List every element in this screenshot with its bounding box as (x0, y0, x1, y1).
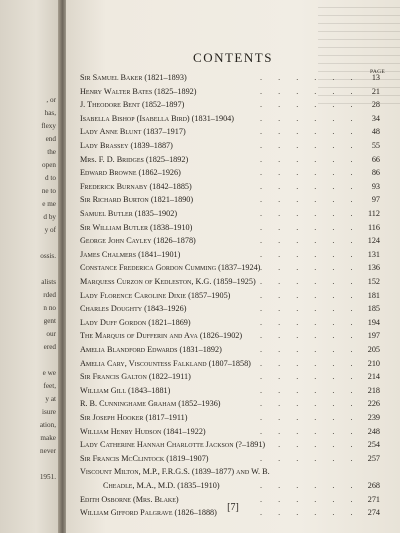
facing-page-fragment: d to (45, 174, 56, 182)
leader-dots: . . . . . . (260, 181, 360, 191)
entry-title: Charles Doughty (1843–1926) (80, 304, 187, 314)
entry-page-number: 274 (367, 508, 380, 518)
facing-page-fragment: alists (41, 278, 56, 286)
contents-entry (80, 236, 380, 248)
entry-page-number: 34 (371, 113, 380, 123)
contents-entry (80, 481, 380, 493)
leader-dots: . . . . . . (260, 290, 360, 300)
leader-dots: . . . . . . (260, 304, 360, 314)
entry-title: R. B. Cunninghame Graham (1852–1936) (80, 399, 221, 409)
facing-page-fragment: n no (43, 304, 56, 312)
entry-title: Constance Frederica Gordon Cumming (1837–1924) (80, 263, 261, 273)
leader-dots: . . . . . . (260, 113, 360, 123)
page-column-label: PAGE (370, 69, 386, 75)
facing-page-fragment: d by (43, 213, 56, 221)
facing-page-fragment: ered (43, 343, 56, 351)
contents-entry (80, 427, 380, 439)
entry-page-number: 55 (371, 141, 380, 150)
entry-page-number: 136 (367, 263, 380, 273)
entry-title: Lady Catherine Hannah Charlotte Jackson (?–1891) (80, 440, 266, 450)
contents-entry (80, 291, 380, 303)
entry-title: The Marquis of Dufferin and Ava (1826–1902) (80, 331, 243, 341)
facing-page-fragment: has, (44, 109, 56, 117)
entry-title: Sir Samuel Baker (1821–1893) (80, 73, 187, 82)
entry-page-number: 218 (367, 385, 380, 395)
facing-page-fragment: ation, (39, 421, 56, 429)
contents-entry (80, 182, 380, 194)
entry-title: Henry Walter Bates (1825–1892) (80, 86, 197, 96)
contents-entry (80, 399, 380, 411)
leader-dots: . . . . . . (260, 263, 360, 273)
entry-page-number: 48 (371, 127, 380, 137)
contents-entry (80, 331, 380, 343)
facing-page-fragment: isure (42, 408, 56, 416)
leader-dots: . . . . . . (260, 508, 360, 518)
entry-title: Viscount Milton, M.P., F.R.G.S. (1839–1877) and W. B. (80, 467, 270, 477)
leader-dots: . . . . . . (260, 195, 360, 205)
facing-page-fragment: feet, (43, 382, 56, 390)
contents-entry (80, 223, 380, 235)
entry-title: J. Theodore Bent (1852–1897) (80, 100, 185, 110)
entry-page-number: 152 (367, 277, 380, 286)
leader-dots: . . . . . . (260, 372, 360, 382)
facing-page-fragment: gent (43, 317, 56, 325)
entry-page-number: 268 (367, 481, 380, 490)
facing-page-fragment: , or (46, 96, 56, 104)
entry-title: Isabella Bishop (Isabella Bird) (1831–1904) (80, 113, 234, 123)
facing-page-fragment: make (40, 434, 56, 442)
entry-page-number: 210 (367, 358, 380, 368)
leader-dots: . . . . . . (260, 345, 360, 354)
entry-page-number: 112 (368, 209, 380, 218)
facing-page-fragment: open (42, 161, 56, 169)
entry-title: Mrs. F. D. Bridges (1825–1892) (80, 154, 189, 164)
contents-entry (80, 318, 380, 330)
entry-page-number: 239 (367, 413, 380, 422)
leader-dots: . . . . . . (260, 317, 360, 327)
entry-title: Samuel Butler (1835–1902) (80, 209, 178, 218)
leader-dots: . . . . . . (260, 481, 360, 490)
contents-entry (80, 413, 380, 425)
leader-dots: . . . . . . (260, 100, 360, 110)
leader-dots: . . . . . . (260, 331, 360, 341)
facing-page-fragment: rded (43, 291, 56, 299)
leader-dots: . . . . . . (260, 236, 360, 246)
facing-page-fragment: our (46, 330, 56, 338)
entry-title: Sir Francis Galton (1822–1911) (80, 372, 191, 382)
facing-page-fragment: 1951. (39, 473, 56, 481)
facing-page-fragment: ossis. (40, 252, 56, 260)
entry-title: Amelia Cary, Viscountess Falkland (1807–1858) (80, 358, 251, 368)
leader-dots: . . . . . . (260, 453, 360, 463)
leader-dots: . . . . . . (260, 399, 360, 409)
entry-title: Sir Francis McClintock (1819–1907) (80, 453, 209, 463)
page-folio: [7] (227, 502, 239, 513)
entry-title: Lady Anne Blunt (1837–1917) (80, 127, 186, 137)
leader-dots: . . . . . . (260, 249, 360, 259)
entry-page-number: 97 (371, 195, 380, 205)
contents-entry (80, 277, 380, 289)
entry-title: Marquess Curzon of Kedleston, K.G. (1859–1925) (80, 277, 256, 286)
contents-entry (80, 87, 380, 99)
entry-page-number: 271 (367, 494, 380, 504)
page-title: CONTENTS (193, 50, 273, 65)
leader-dots: . . . . . . (260, 426, 360, 436)
contents-entry (80, 114, 380, 126)
entry-title: William Gill (1843–1881) (80, 385, 171, 395)
entry-page-number: 28 (371, 100, 380, 110)
leader-dots: . . . . . . (260, 154, 360, 164)
leader-dots: . . . . . . (260, 413, 360, 422)
entry-page-number: 205 (367, 345, 380, 354)
facing-page-fragment: ne to (41, 187, 56, 195)
entry-title: Sir Richard Burton (1821–1890) (80, 195, 194, 205)
contents-entry (80, 467, 380, 479)
contents-entry (80, 263, 380, 275)
entry-page-number: 248 (367, 426, 380, 436)
entry-title: Frederick Burnaby (1842–1885) (80, 181, 192, 191)
leader-dots: . . . . . . (260, 127, 360, 137)
leader-dots: . . . . . . (260, 440, 360, 450)
facing-page-fragment: never (40, 447, 56, 455)
contents-entry (80, 100, 380, 112)
contents-entry (80, 209, 380, 221)
entry-title: Edward Browne (1862–1926) (80, 168, 181, 178)
leader-dots: . . . . . . (260, 222, 360, 232)
entry-page-number: 257 (367, 453, 380, 463)
contents-entry (80, 141, 380, 153)
contents-entry (80, 195, 380, 207)
entry-page-number: 181 (367, 290, 380, 300)
leader-dots: . . . . . . (260, 141, 360, 150)
facing-page-fragment: y of (44, 226, 56, 234)
entry-title: William Gifford Palgrave (1826–1888) (80, 508, 217, 518)
contents-entry (80, 386, 380, 398)
leader-dots: . . . . . . (260, 86, 360, 96)
entry-page-number: 226 (367, 399, 380, 409)
entry-page-number: 66 (371, 154, 380, 164)
contents-entry (80, 168, 380, 180)
entry-page-number: 197 (367, 331, 380, 341)
entry-title: Lady Duff Gordon (1821–1869) (80, 317, 191, 327)
contents-entry (80, 440, 380, 452)
contents-entry (80, 250, 380, 262)
entry-page-number: 214 (367, 372, 380, 382)
leader-dots: . . . . . . (260, 385, 360, 395)
facing-page-fragment: flexy (41, 122, 56, 130)
entry-page-number: 124 (367, 236, 380, 246)
contents-entry (80, 454, 380, 466)
contents-entry (80, 73, 380, 85)
facing-page-fragment: e we (42, 369, 56, 377)
entry-title: Lady Florence Caroline Dixie (1857–1905) (80, 290, 231, 300)
entry-page-number: 21 (371, 86, 380, 96)
entry-page-number: 194 (367, 317, 380, 327)
entry-page-number: 116 (368, 222, 380, 232)
contents-entry (80, 359, 380, 371)
entry-page-number: 185 (367, 304, 380, 314)
leader-dots: . . . . . . (260, 73, 360, 82)
entry-title: Cheadle, M.A., M.D. (1835–1910) (103, 481, 220, 490)
leader-dots: . . . . . . (260, 168, 360, 178)
entry-page-number: 93 (371, 181, 380, 191)
entry-title: Sir William Butler (1838–1910) (80, 222, 193, 232)
entry-title: William Henry Hudson (1841–1922) (80, 426, 206, 436)
entry-page-number: 254 (367, 440, 380, 450)
contents-entry (80, 372, 380, 384)
leader-dots: . . . . . . (260, 494, 360, 504)
facing-page-fragment: y at (45, 395, 56, 403)
entry-title: Amelia Blandford Edwards (1831–1892) (80, 345, 222, 354)
entry-page-number: 13 (371, 73, 380, 82)
entry-title: Edith Osborne (Mrs. Blake) (80, 494, 179, 504)
contents-entry (80, 155, 380, 167)
leader-dots: . . . . . . (260, 358, 360, 368)
facing-page-fragment: end (45, 135, 56, 143)
entry-page-number: 86 (371, 168, 380, 178)
contents-entry (80, 345, 380, 357)
contents-entry (80, 304, 380, 316)
contents-entry (80, 127, 380, 139)
entry-title: James Chalmers (1841–1901) (80, 249, 181, 259)
entry-title: George John Cayley (1826–1878) (80, 236, 196, 246)
leader-dots: . . . . . . (260, 209, 360, 218)
leader-dots: . . . . . . (260, 277, 360, 286)
entry-title: Lady Brassey (1839–1887) (80, 141, 173, 150)
facing-page-fragment: e me (42, 200, 56, 208)
entry-title: Sir Joseph Hooker (1817–1911) (80, 413, 188, 422)
facing-page-fragment: the (47, 148, 56, 156)
entry-page-number: 131 (367, 249, 380, 259)
